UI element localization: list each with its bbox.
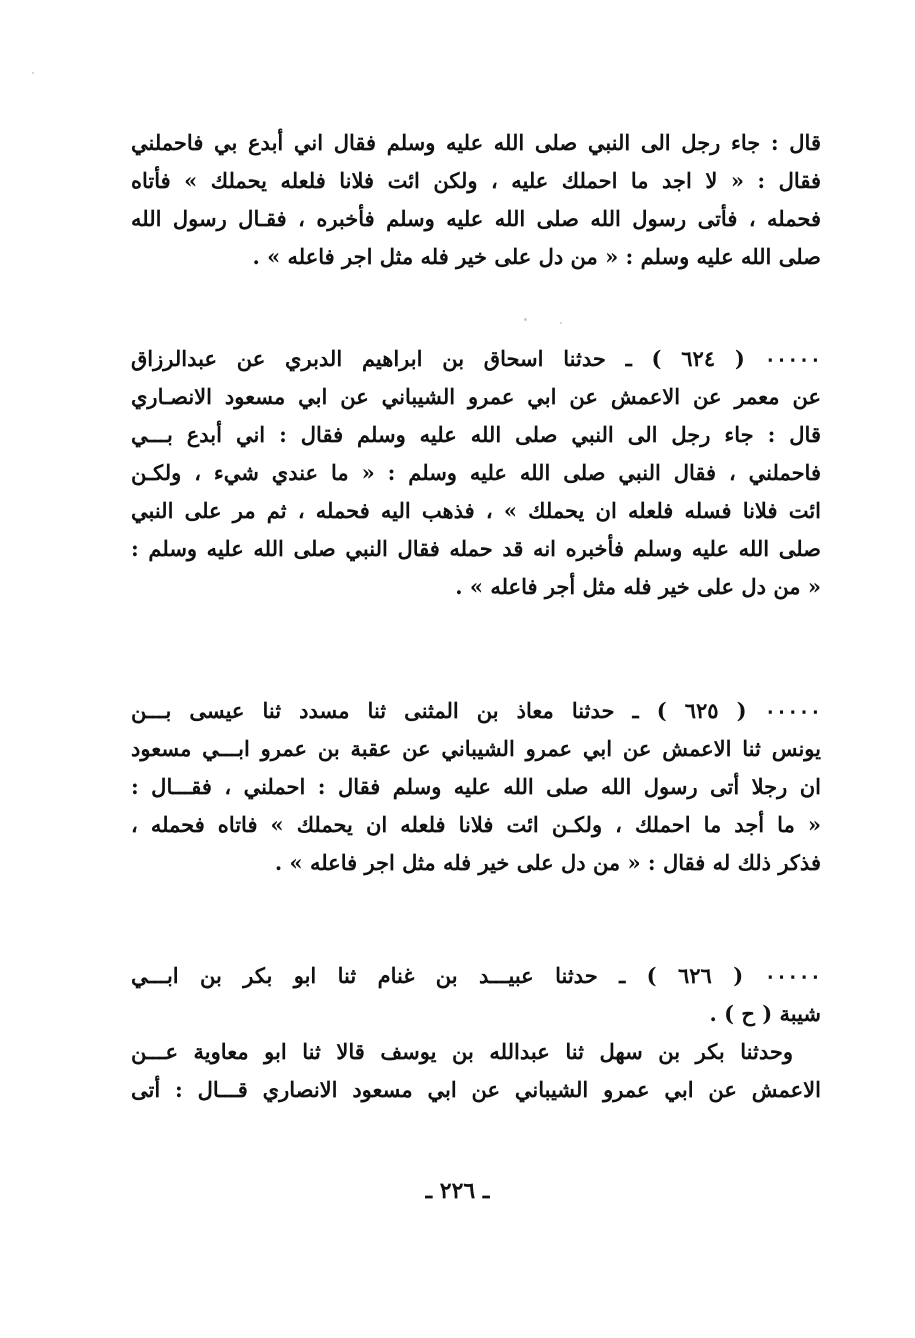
scan-speck: [524, 318, 527, 321]
text-line: « من دل على خير فله مثل أجر فاعله » .: [455, 574, 821, 599]
text-line: فاحملني ، فقال النبي صلى الله عليه وسلم : « ما عندي شيء ، ولكـن: [131, 460, 821, 485]
text-line: فقال : « لا اجد ما احملك عليه ، ولكن ائت فلانا فلعله يحملك » فأتاه: [131, 168, 821, 193]
scan-speck: [560, 322, 562, 324]
text-line: صلى الله عليه وسلم : « من دل على خير فله مثل اجر فاعله » .: [252, 244, 821, 269]
hadith-heading-line: ٠٠٠٠٠ ( ٦٢٦ ) ـ حدثنا عبيـــد بن غنام ثنا ابو بكر بن ابـــي: [131, 963, 822, 988]
text-line: الاعمش عن ابي عمرو الشيباني عن ابي مسعود الانصاري قـــال : أتى: [131, 1077, 821, 1102]
text-line: ائت فلانا فسله فلعله ان يحملك » ، فذهب اليه فحمله ، ثم مر على النبي: [131, 498, 821, 523]
text-line: يونس ثنا الاعمش عن ابي عمرو الشيباني عن عقبة بن عمرو ابـــي مسعود: [131, 736, 821, 761]
paragraph-hadith-625: [131, 692, 821, 882]
text-line: عن معمر عن الاعمش عن ابي عمرو الشيباني عن ابي مسعود الانصـاري: [131, 384, 821, 409]
text-line: صلى الله عليه وسلم فأخبره انه قد حمله فقال النبي صلى الله عليه وسلم :: [131, 536, 821, 561]
paragraph-hadith-626: [131, 957, 821, 1109]
text-line: وحدثنا بكر بن سهل ثنا عبدالله بن يوسف قالا ثنا ابو معاوية عـــن: [131, 1039, 793, 1064]
text-line: ان رجلا أتى رسول الله صلى الله عليه وسلم فقال : احملني ، فقـــال :: [131, 774, 821, 799]
paragraph-hadith-continuation: [131, 124, 821, 276]
page-number: ـ ٢٢٦ ـ: [425, 1178, 490, 1204]
paragraph-hadith-624: [131, 340, 821, 606]
text-line: شيبة ( ح ) .: [709, 1001, 821, 1026]
scan-speck: [32, 72, 34, 74]
text-line: قال : جاء رجل الى النبي صلى الله عليه وسلم فقال : اني أبدع بـــي: [131, 422, 821, 447]
text-line: « ما أجد ما احملك ، ولكـن ائت فلانا فلعله ان يحملك » فاتاه فحمله ،: [131, 812, 821, 837]
text-line: فحمله ، فأتى رسول الله صلى الله عليه وسلم فأخبره ، فقـال رسول الله: [131, 206, 821, 231]
text-line: فذكر ذلك له فقال : « من دل على خير فله مثل اجر فاعله » .: [274, 850, 821, 875]
hadith-heading-line: ٠٠٠٠٠ ( ٦٢٥ ) ـ حدثنا معاذ بن المثنى ثنا مسدد ثنا عيسى بـــن: [131, 698, 821, 723]
hadith-heading-line: ٠٠٠٠٠ ( ٦٢٤ ) ـ حدثنا اسحاق بن ابراهيم الدبري عن عبدالرزاق: [131, 346, 821, 371]
text-line: قال : جاء رجل الى النبي صلى الله عليه وسلم فقال اني أبدع بي فاحملني: [131, 130, 821, 155]
